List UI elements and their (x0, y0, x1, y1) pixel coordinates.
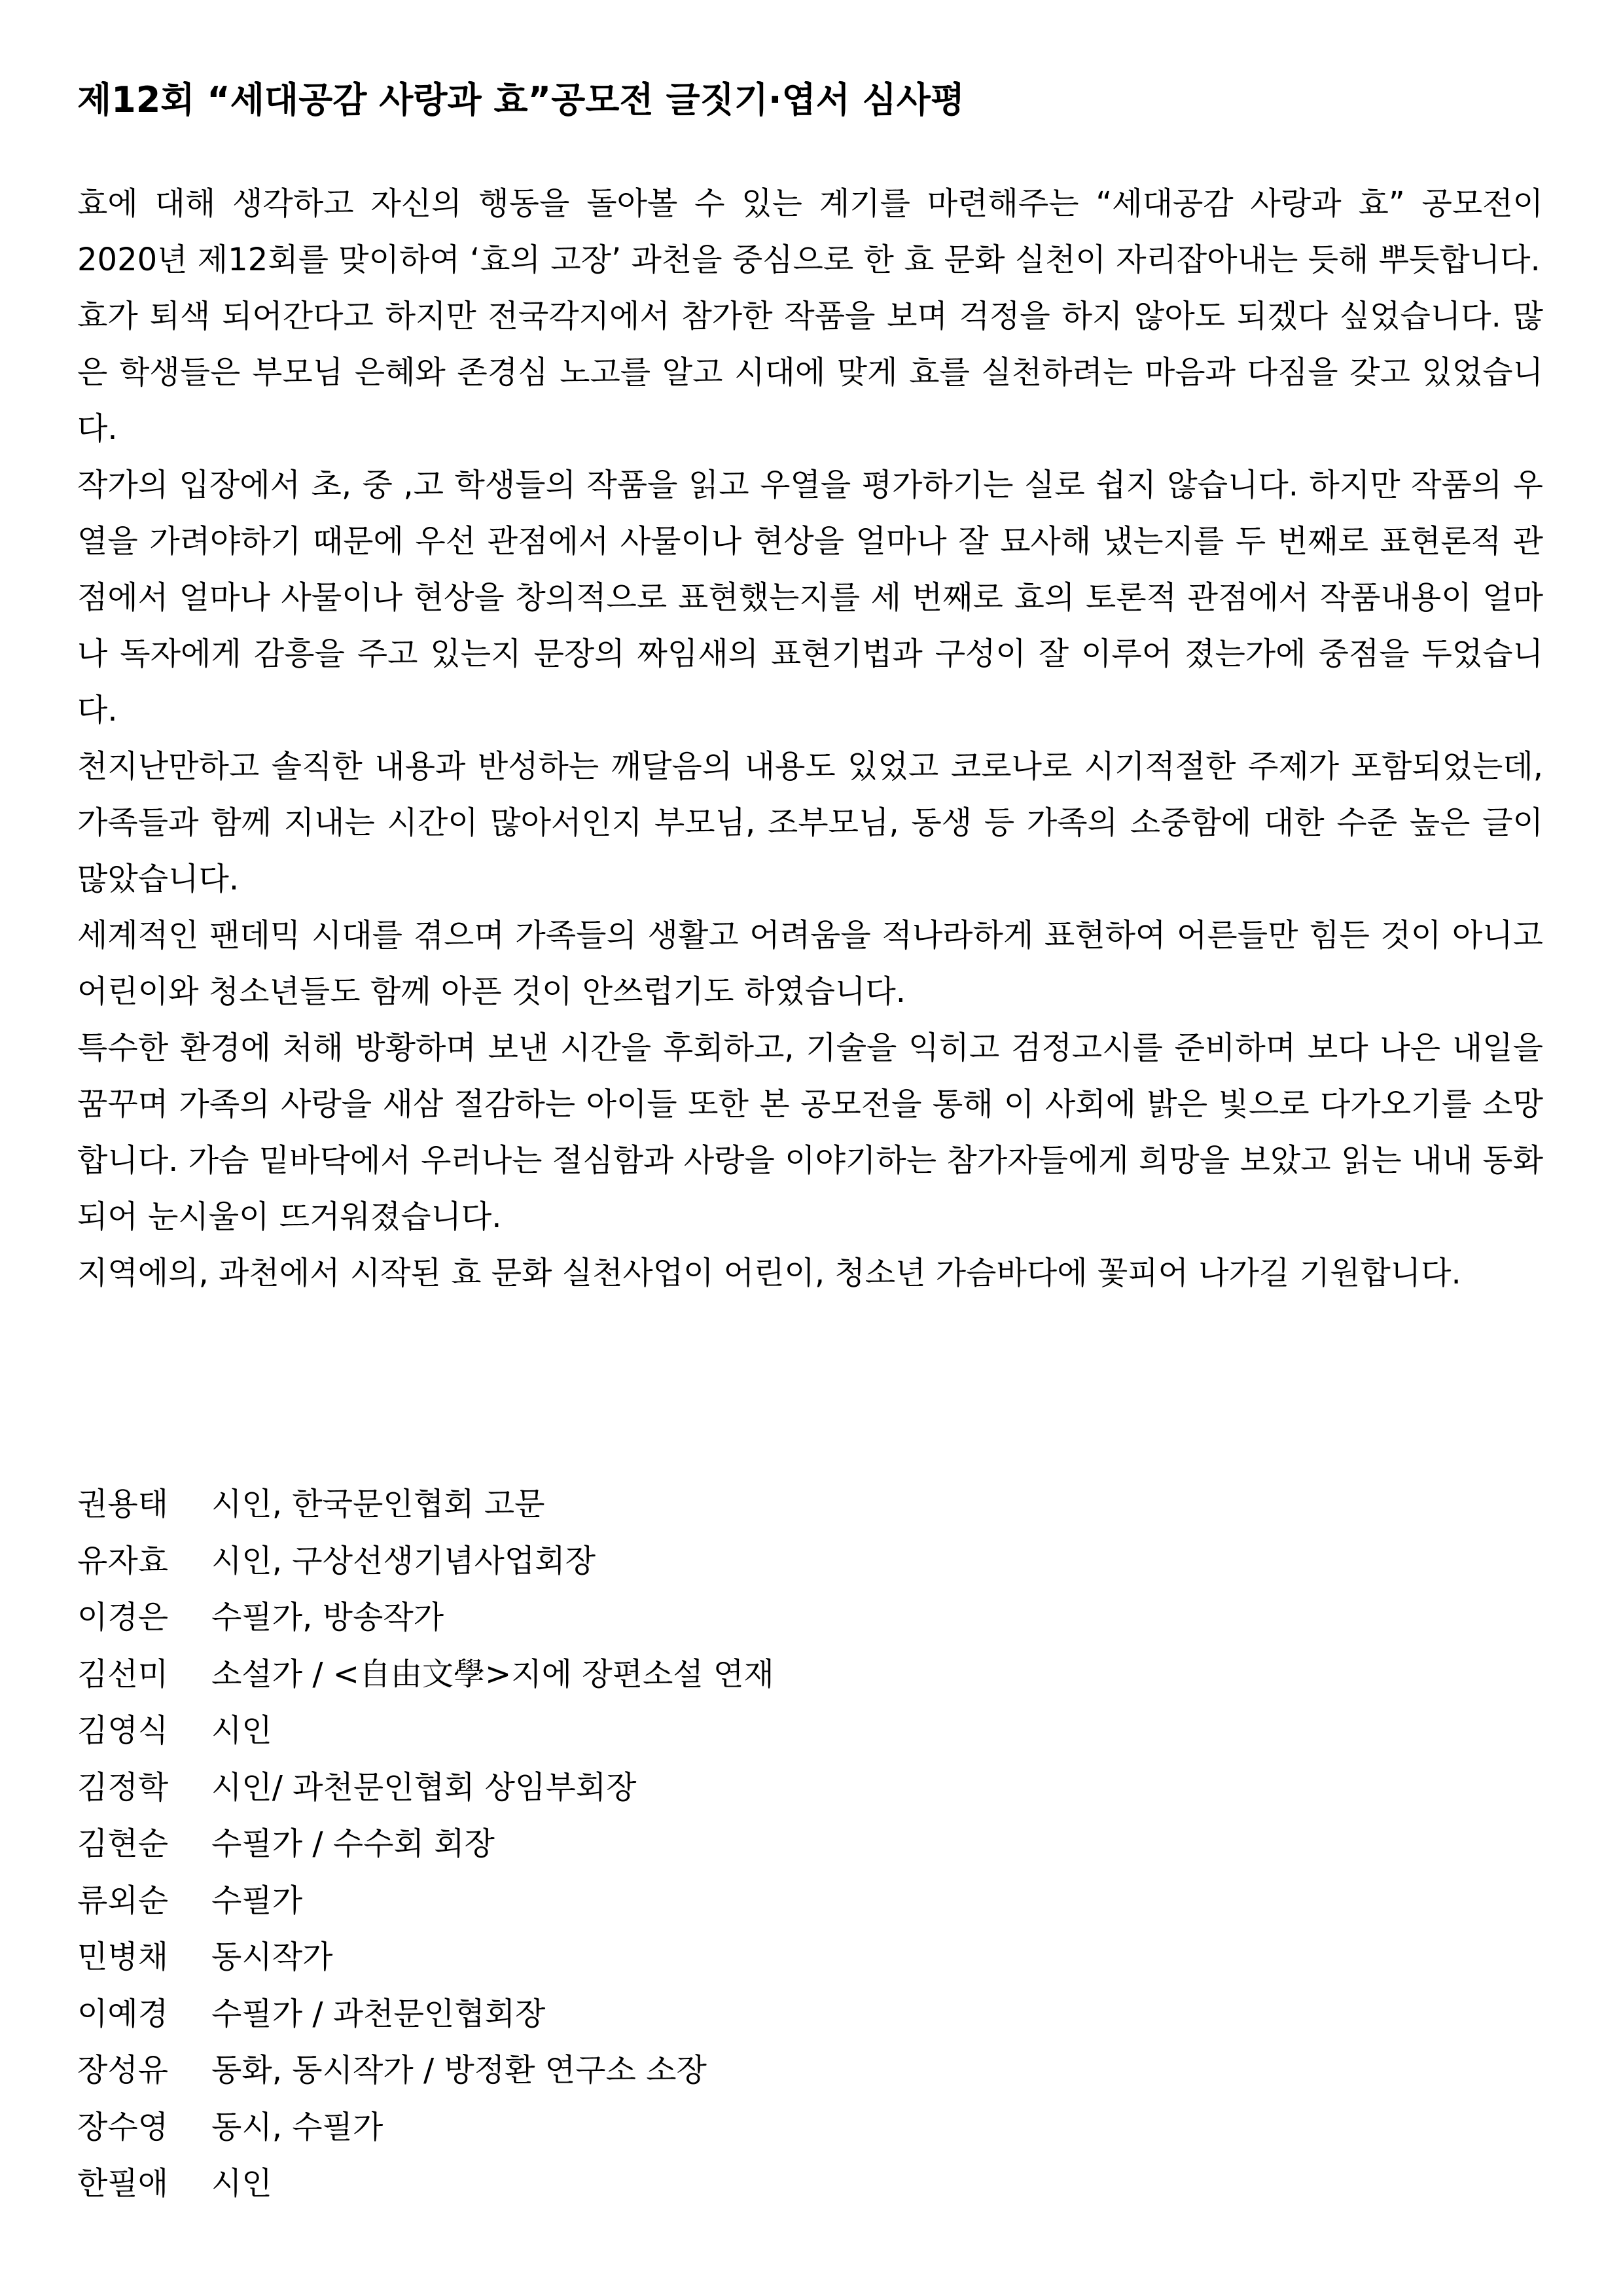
judge-entry (77, 1646, 1543, 1703)
judge-entry (77, 1816, 1543, 1873)
judge-role: 시인/ 과천문인협회 상임부회장 (211, 1768, 637, 1806)
judge-role: 시인 (211, 2165, 272, 2202)
judge-entry (77, 1533, 1543, 1590)
judge-entry (77, 1759, 1543, 1816)
judge-name: 민병채 (77, 1939, 169, 1975)
paragraph: 효가 퇴색 되어간다고 하지만 전국각지에서 참가한 작품을 보며 걱정을 하지 않아도 되겠다 싶었습니다. 많은 학생들은 부모님 은혜와 존경심 노고를 알고 시대에 맞게 효를 실천하려는 마음과 다짐을 갖고 있었습니다. (77, 298, 1543, 447)
paragraph: 효에 대해 생각하고 자신의 행동을 돌아볼 수 있는 계기를 마련해주는 “세대공감 사랑과 효” 공모전이 2020년 제12회를 맞이하여 ‘효의 고장’ 과천을 중심으로 한 효 문화 실천이 자리잡아내는 듯해 뿌듯합니다. (77, 185, 1543, 278)
judge-name: 김정학 (77, 1768, 169, 1806)
judge-entry (77, 1702, 1543, 1759)
judge-role: 수필가 / 과천문인협회장 (211, 1995, 546, 2032)
judge-name: 한필애 (77, 2165, 169, 2202)
paragraph: 지역에의, 과천에서 시작된 효 문화 실천사업이 어린이, 청소년 가슴바다에 꽃피어 나가길 기원합니다. (77, 1255, 1461, 1291)
judge-role: 동시, 수필가 (211, 2108, 383, 2145)
judge-entry (77, 1873, 1543, 1929)
judges-list (77, 1476, 1543, 2212)
judge-role: 시인, 구상선생기념사업회장 (211, 1542, 596, 1579)
judge-role: 시인 (211, 1712, 272, 1749)
paragraph: 작가의 입장에서 초, 중 ,고 학생들의 작품을 읽고 우열을 평가하기는 실로 쉽지 않습니다. 하지만 작품의 우열을 가려야하기 때문에 우선 관점에서 사물이나 현상을 얼마나 잘 묘사해 냈는지를 두 번째로 표현론적 관점에서 얼마나 사물이나 현상을 창의적으로 표현했는지를 세 번째로 효의 토론적 관점에서 작품내용이 얼마나 독자에게 감흥을 주고 있는지 문장의 짜임새의 표현기법과 구성이 잘 이루어 졌는가에 중점을 두었습니다. (77, 467, 1543, 728)
judge-name: 장수영 (77, 2108, 169, 2145)
judge-entry (77, 2099, 1543, 2156)
document-title: 제12회 “세대공감 사랑과 효”공모전 글짓기·엽서 심사평 (77, 79, 965, 120)
paragraph: 천지난만하고 솔직한 내용과 반성하는 깨달음의 내용도 있었고 코로나로 시기적절한 주제가 포함되었는데, 가족들과 함께 지내는 시간이 많아서인지 부모님, 조부모님, 동생 등 가족의 소중함에 대한 수준 높은 글이 많았습니다. (77, 748, 1543, 897)
judge-entry (77, 2155, 1543, 2212)
judge-role: 동시작가 (211, 1939, 333, 1975)
judge-name: 권용태 (77, 1486, 169, 1522)
judge-role: 수필가 (211, 1882, 303, 1919)
judge-name: 김영식 (77, 1712, 169, 1749)
review-body (77, 175, 1543, 1301)
judge-role: 수필가 / 수수회 회장 (211, 1825, 495, 1862)
judge-name: 장성유 (77, 2052, 169, 2089)
judge-entry (77, 2042, 1543, 2099)
judge-name: 류외순 (77, 1882, 169, 1919)
judge-entry (77, 1986, 1543, 2043)
judge-name: 이경은 (77, 1599, 169, 1636)
judge-entry (77, 1589, 1543, 1646)
judge-name: 김선미 (77, 1655, 169, 1693)
judge-name: 김현순 (77, 1825, 169, 1862)
document-page (77, 0, 1543, 2296)
paragraph: 특수한 환경에 처해 방황하며 보낸 시간을 후회하고, 기술을 익히고 검정고시를 준비하며 보다 나은 내일을 꿈꾸며 가족의 사랑을 새삼 절감하는 아이들 또한 본 공모전을 통해 이 사회에 밝은 빛으로 다가오기를 소망합니다. 가슴 밑바닥에서 우러나는 절심함과 사랑을 이야기하는 참가자들에게 희망을 보았고 읽는 내내 동화되어 눈시울이 뜨거워졌습니다. (77, 1030, 1543, 1235)
judge-name: 유자효 (77, 1542, 169, 1579)
judge-name: 이예경 (77, 1995, 169, 2032)
paragraph: 세계적인 팬데믹 시대를 겪으며 가족들의 생활고 어려움을 적나라하게 표현하여 어른들만 힘든 것이 아니고 어린이와 청소년들도 함께 아픈 것이 안쓰럽기도 하였습니다. (77, 917, 1543, 1010)
judge-role: 수필가, 방송작가 (211, 1599, 444, 1636)
judge-role: 시인, 한국문인협회 고문 (211, 1486, 545, 1522)
judge-role: 소설가 / <自由文學>지에 장편소설 연재 (211, 1655, 774, 1693)
judge-entry (77, 1929, 1543, 1986)
judge-role: 동화, 동시작가 / 방정환 연구소 소장 (211, 2052, 707, 2089)
judge-entry (77, 1476, 1543, 1533)
